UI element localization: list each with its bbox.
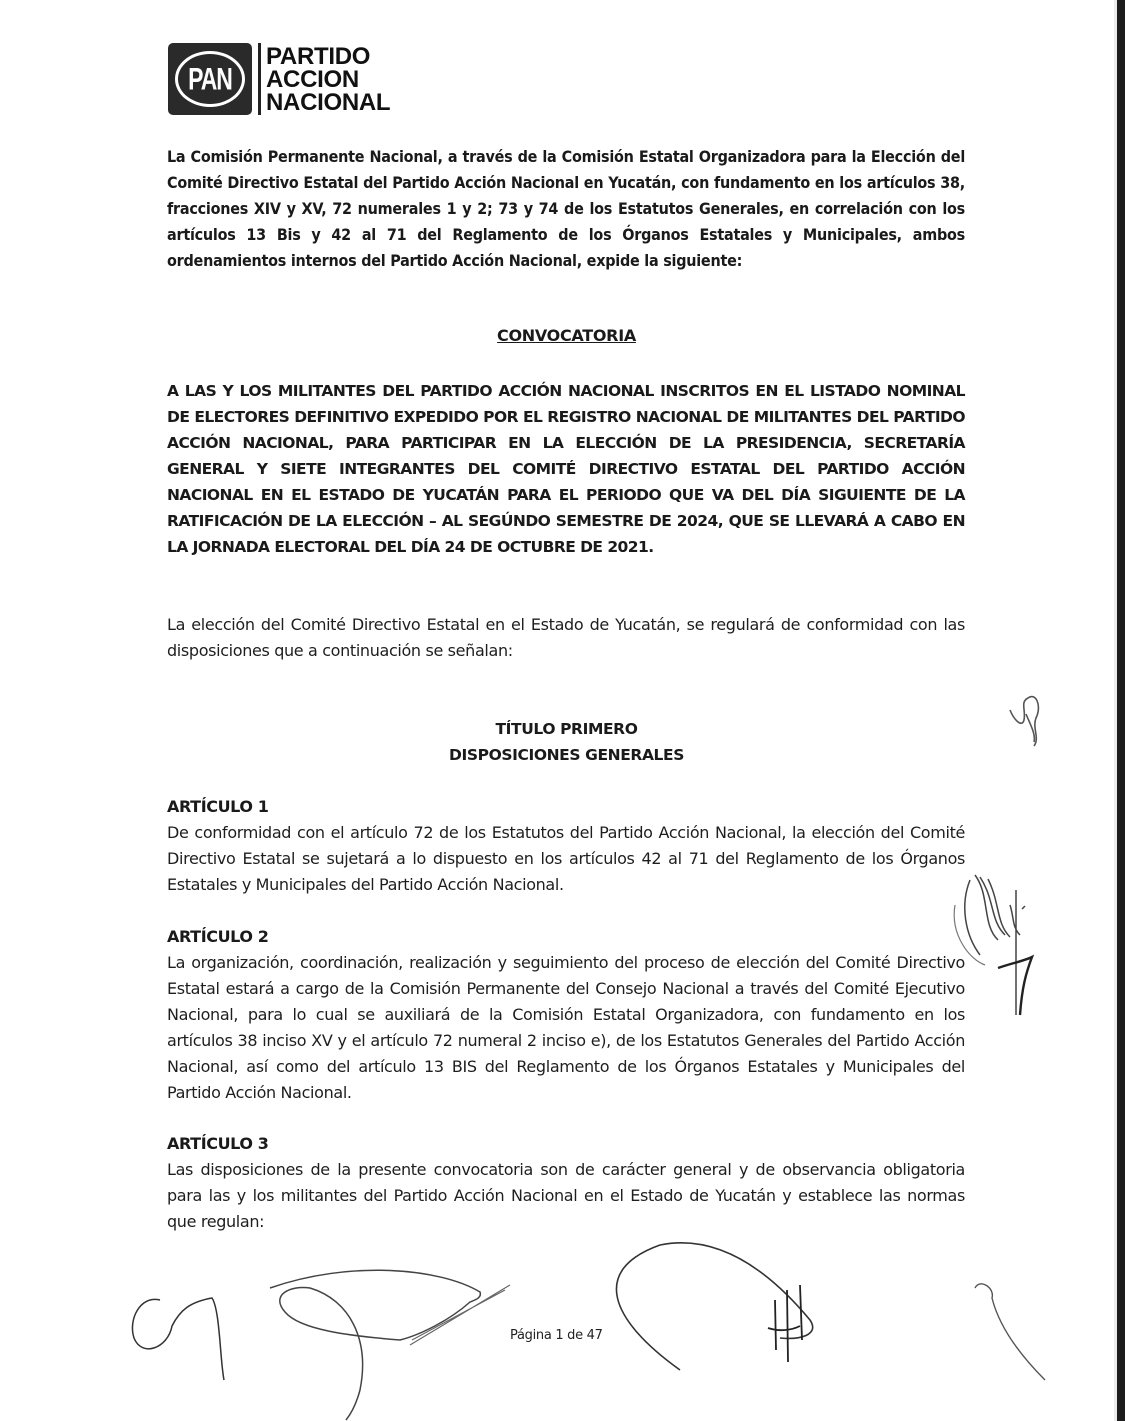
article-body: La organización, coordinación, realización y seguimiento del proceso de elección del Comité Directivo Estatal estará a cargo de la Comisión Permanente del Consejo Nacional a través del Comité Ejecutivo Nacional, para lo cual se auxiliará de la Comisión Estatal Organizadora, con fundamento en los artículos 38 inciso XV y el artículo 72 numeral 2 inciso e), de los Estatutos Generales del Partido Acción Nacional, así como del artículo 13 BIS del Reglamento de los Órganos Estatales y Municipales del Partido Acción Nacional. <box>167 953 965 1102</box>
article-3 <box>167 1131 965 1235</box>
article-heading: ARTÍCULO 2 <box>167 927 269 946</box>
election-paragraph: La elección del Comité Directivo Estatal en el Estado de Yucatán, se regulará de conformidad con las disposiciones que a continuación se señalan: <box>167 615 965 660</box>
article-body: De conformidad con el artículo 72 de los Estatutos del Partido Acción Nacional, la elección del Comité Directivo Estatal se sujetará a lo dispuesto en los artículos 42 al 71 del Reglamento de los Órganos Estatales y Municipales del Partido Acción Nacional. <box>167 823 965 894</box>
party-name-line-3: NACIONAL <box>266 89 391 116</box>
party-name-line-2: ACCION <box>266 66 359 93</box>
page-edge-bar <box>1117 0 1125 1421</box>
convocatoria-body: A LAS Y LOS MILITANTES DEL PARTIDO ACCIÓN NACIONAL INSCRITOS EN EL LISTADO NOMINAL DE ELECTORES DEFINITIVO EXPEDIDO POR EL REGISTRO NACIONAL DE MILITANTES DEL PARTIDO ACCIÓN NACIONAL, PARA PARTICIPAR EN LA ELECCIÓN DE LA PRESIDENCIA, SECRETARÍA GENERAL Y SIETE INTEGRANTES DEL COMITÉ DIRECTIVO ESTATAL DEL PARTIDO ACCIÓN NACIONAL EN EL ESTADO DE YUCATÁN PARA EL PERIODO QUE VA DEL DÍA SIGUIENTE DE LA RATIFICACIÓN DE LA ELECCIÓN – AL SEGÚNDO SEMESTRE DE 2024, QUE SE LLEVARÁ A CABO EN LA JORNADA ELECTORAL DEL DÍA 24 DE OCTUBRE DE 2021. <box>167 382 965 556</box>
article-body: Las disposiciones de la presente convocatoria son de carácter general y de observancia obligatoria para las y los militantes del Partido Acción Nacional en el Estado de Yucatán y establece las normas que regulan: <box>167 1160 965 1231</box>
logo-divider <box>258 43 261 115</box>
intro-paragraph: La Comisión Permanente Nacional, a través de la Comisión Estatal Organizadora para la Elección del Comité Directivo Estatal del Partido Acción Nacional en Yucatán, con fundamento en los artículos 38, fracciones XIV y XV, 72 numerales 1 y 2; 73 y 74 de los Estatutos Generales, en correlación con los artículos 13 Bis y 42 al 71 del Reglamento de los Órganos Estatales y Municipales, ambos ordenamientos internos del Partido Acción Nacional, expide la siguiente: <box>167 147 965 270</box>
page-number: Página 1 de 47 <box>510 1328 603 1343</box>
margin-signature-icon <box>950 865 1050 1035</box>
article-1 <box>167 794 965 898</box>
pan-logo <box>168 43 390 115</box>
section-subtitle: DISPOSICIONES GENERALES <box>449 746 684 764</box>
pan-emblem-text: PAN <box>188 60 232 96</box>
article-heading: ARTÍCULO 3 <box>167 1134 269 1153</box>
party-name-line-1: PARTIDO <box>266 43 371 70</box>
article-2 <box>167 924 965 1106</box>
pan-emblem-icon <box>168 43 252 115</box>
pan-emblem-oval <box>175 51 245 107</box>
article-heading: ARTÍCULO 1 <box>167 797 269 816</box>
party-name <box>266 43 390 115</box>
section-title: TÍTULO PRIMERO <box>495 720 638 738</box>
convocatoria-title: CONVOCATORIA <box>497 326 636 345</box>
